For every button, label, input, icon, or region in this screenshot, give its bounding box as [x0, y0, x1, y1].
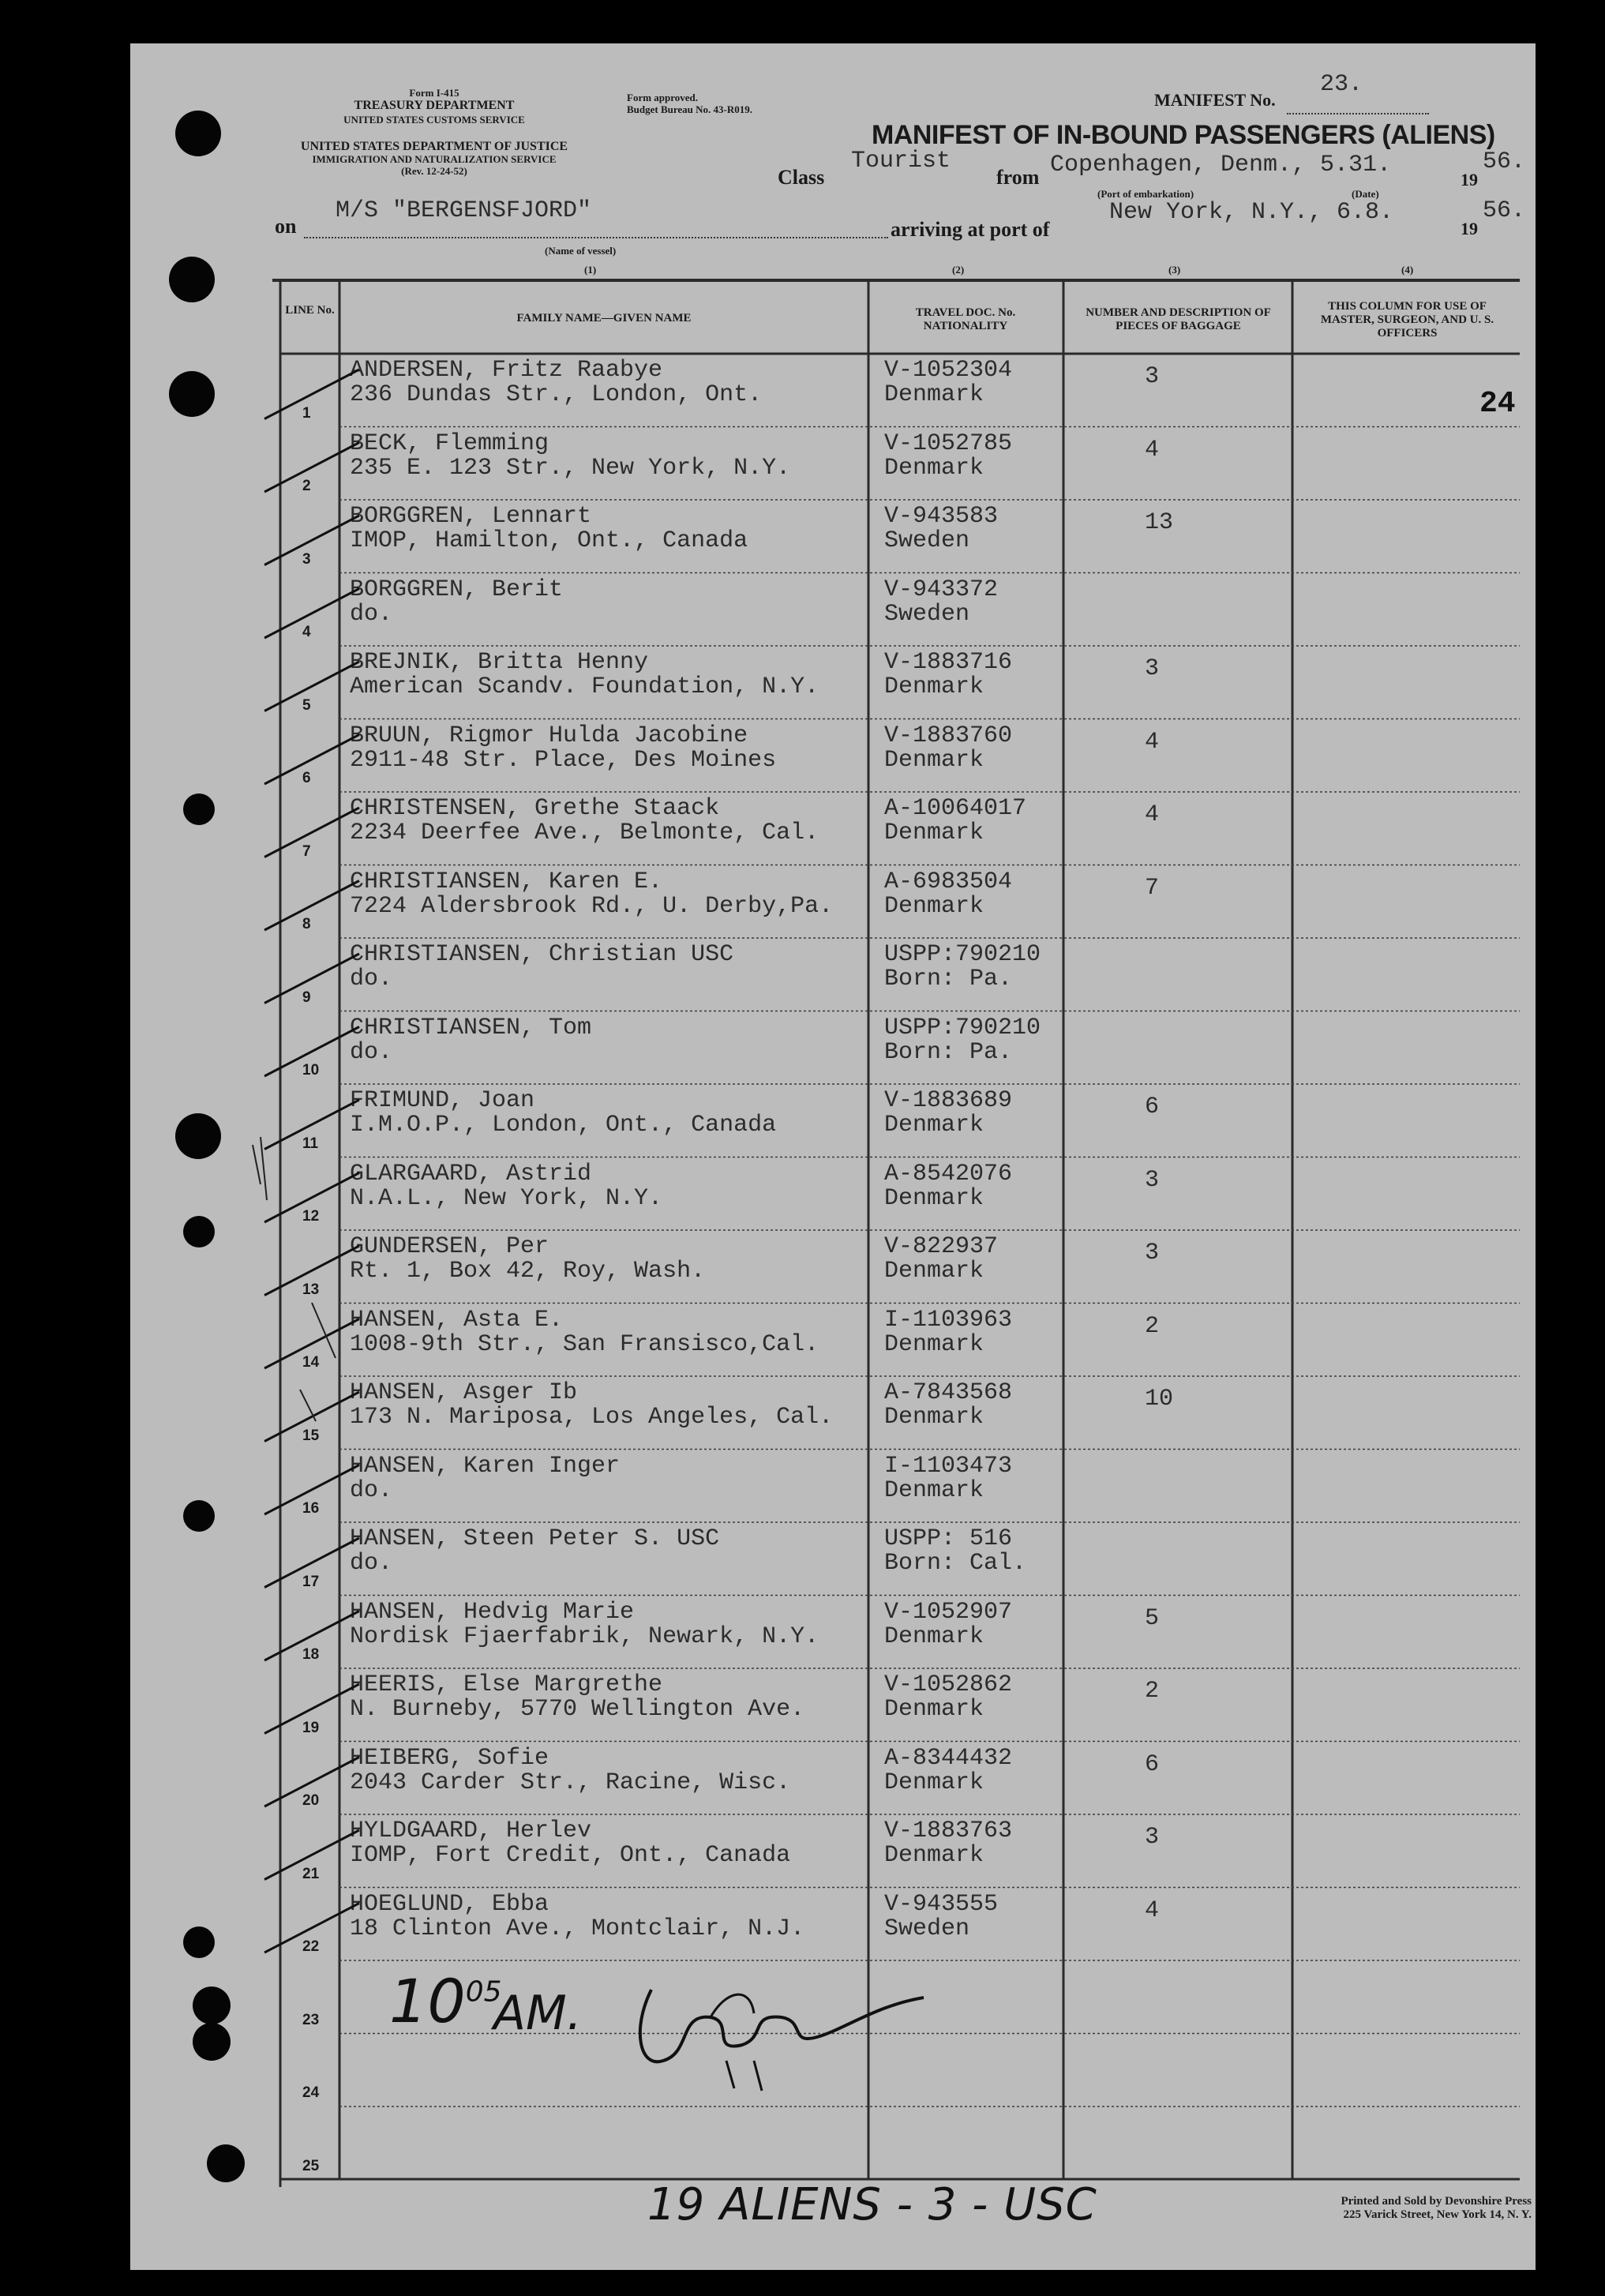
class-label: Class — [778, 166, 825, 189]
travel-doc-number: USPP:790210 — [884, 1014, 1041, 1041]
customs-service: UNITED STATES CUSTOMS SERVICE — [343, 114, 525, 126]
passenger-name: HANSEN, Steen Peter S. USC — [350, 1525, 720, 1552]
baggage-count: 2 — [1145, 1678, 1160, 1705]
passenger-address: N. Burneby, 5770 Wellington Ave. — [350, 1696, 805, 1723]
line-number: 10 — [302, 1062, 320, 1079]
passenger-name: HANSEN, Asger Ib — [350, 1379, 578, 1406]
travel-doc-number: USPP:790210 — [884, 941, 1041, 968]
baggage-count: 13 — [1145, 509, 1174, 536]
check-mark — [264, 589, 359, 639]
line-number: 8 — [302, 916, 311, 932]
line-number: 14 — [302, 1354, 320, 1371]
vessel-caption: (Name of vessel) — [545, 245, 617, 257]
year-2: 56. — [1483, 197, 1526, 224]
passenger-name: HYLDGAARD, Herlev — [350, 1818, 592, 1844]
line-number: 6 — [302, 770, 311, 786]
passenger-address: 236 Dundas Str., London, Ont. — [350, 381, 763, 408]
class-value: Tourist — [851, 148, 951, 174]
passenger-name: HANSEN, Hedvig Marie — [350, 1598, 635, 1626]
passenger-name: HOEGLUND, Ebba — [350, 1890, 549, 1918]
passenger-address: 7224 Aldersbrook Rd., U. Derby,Pa. — [350, 892, 834, 920]
col-number-4: (4) — [1401, 264, 1414, 276]
header-travel-doc: TRAVEL DOC. No. NATIONALITY — [915, 306, 1016, 332]
year-prefix-1: 19 — [1461, 170, 1478, 189]
check-mark — [264, 1684, 359, 1734]
travel-doc-number: V-1052907 — [884, 1598, 1013, 1626]
travel-doc-number: V-1883763 — [884, 1818, 1013, 1844]
check-mark — [264, 1319, 359, 1369]
passenger-address: 2234 Deerfee Ave., Belmonte, Cal. — [350, 820, 819, 846]
nationality: Denmark — [884, 1404, 984, 1431]
travel-doc-number: V-822937 — [884, 1233, 999, 1260]
passenger-address: 235 E. 123 Str., New York, N.Y. — [350, 454, 791, 482]
passenger-name: HANSEN, Asta E. — [350, 1306, 564, 1334]
check-mark — [264, 370, 359, 419]
travel-doc-number: USPP: 516 — [884, 1525, 1013, 1552]
passenger-address: 2911-48 Str. Place, Des Moines — [350, 746, 777, 774]
passenger-name: BRUUN, Rigmor Hulda Jacobine — [350, 722, 748, 749]
passenger-name: CHRISTIANSEN, Christian USC — [350, 941, 734, 968]
check-mark — [264, 662, 359, 711]
nationality: Denmark — [884, 1696, 984, 1723]
margin-mark — [300, 1303, 336, 1421]
vessel-name: M/S "BERGENSFJORD" — [336, 197, 592, 224]
baggage-count: 6 — [1145, 1750, 1160, 1778]
check-mark — [264, 516, 359, 565]
baggage-count: 7 — [1145, 874, 1160, 902]
signature-image — [616, 1942, 947, 2108]
header-baggage: NUMBER AND DESCRIPTION OF PIECES OF BAGGAGE — [1086, 306, 1271, 332]
justice-dept: UNITED STATES DEPARTMENT OF JUSTICE — [300, 140, 568, 153]
baggage-count: 4 — [1145, 728, 1160, 756]
travel-doc-number: V-1052862 — [884, 1671, 1013, 1698]
nationality: Denmark — [884, 454, 984, 482]
check-mark — [264, 1830, 359, 1880]
passenger-address: IMOP, Hamilton, Ont., Canada — [350, 527, 748, 554]
line-number: 20 — [302, 1792, 320, 1809]
ins-service: IMMIGRATION AND NATURALIZATION SERVICE — [312, 153, 557, 165]
col-number-3: (3) — [1168, 264, 1181, 276]
nationality: Born: Cal. — [884, 1550, 1027, 1577]
nationality: Sweden — [884, 527, 970, 554]
baggage-count: 5 — [1145, 1604, 1160, 1632]
passenger-name: GLARGAARD, Astrid — [350, 1160, 592, 1187]
nationality: Denmark — [884, 1623, 984, 1650]
baggage-count: 3 — [1145, 363, 1160, 390]
travel-doc-number: I-1103963 — [884, 1306, 1013, 1334]
col-number-1: (1) — [584, 264, 597, 276]
revision: (Rev. 12-24-52) — [401, 165, 467, 177]
travel-doc-number: V-943555 — [884, 1890, 999, 1918]
line-number: 7 — [302, 842, 311, 860]
line-number: 3 — [302, 550, 311, 568]
from-value: Copenhagen, Denm., 5.31. — [1050, 152, 1392, 178]
passenger-address: N.A.L., New York, N.Y. — [350, 1184, 663, 1212]
passenger-address: I.M.O.P., London, Ont., Canada — [350, 1112, 777, 1139]
passenger-address: 18 Clinton Ave., Montclair, N.J. — [350, 1915, 805, 1942]
nationality: Denmark — [884, 892, 984, 920]
handwritten-am: AM. — [493, 1986, 582, 2041]
manifest-title: MANIFEST OF IN-BOUND PASSENGERS (ALIENS) — [872, 120, 1495, 150]
nationality: Denmark — [884, 673, 984, 700]
line-number: 9 — [302, 989, 311, 1006]
nationality: Born: Pa. — [884, 1038, 1013, 1066]
travel-doc-number: V-943372 — [884, 576, 999, 603]
baggage-count: 4 — [1145, 1896, 1160, 1924]
passenger-name: BECK, Flemming — [350, 430, 549, 457]
line-number: 22 — [302, 1938, 320, 1955]
travel-doc-number: A-10064017 — [884, 795, 1027, 822]
passenger-address: IOMP, Fort Credit, Ont., Canada — [350, 1842, 791, 1869]
line-number: 13 — [302, 1281, 320, 1298]
travel-doc-number: A-7843568 — [884, 1379, 1013, 1406]
form-number: Form I-415 — [409, 87, 459, 99]
line-number: 17 — [302, 1573, 320, 1590]
from-label: from — [996, 166, 1040, 189]
line-number: 15 — [302, 1427, 320, 1444]
line-number: 11 — [302, 1135, 319, 1152]
baggage-count: 6 — [1145, 1094, 1160, 1120]
check-mark — [264, 443, 359, 493]
passenger-address: do. — [350, 1038, 393, 1066]
nationality: Born: Pa. — [884, 966, 1013, 992]
check-mark — [264, 1027, 359, 1077]
nationality: Sweden — [884, 600, 970, 628]
passenger-address: do. — [350, 600, 393, 628]
check-mark — [264, 881, 359, 931]
nationality: Sweden — [884, 1915, 970, 1942]
line-number: 4 — [302, 624, 311, 640]
passenger-address: do. — [350, 1550, 393, 1577]
check-mark — [264, 735, 359, 785]
baggage-count: 2 — [1145, 1312, 1160, 1340]
line-number: 5 — [302, 696, 311, 714]
nationality: Denmark — [884, 1330, 984, 1358]
margin-mark — [253, 1137, 267, 1200]
passenger-name: HANSEN, Karen Inger — [350, 1452, 621, 1480]
baggage-count: 4 — [1145, 801, 1160, 828]
nationality: Denmark — [884, 381, 984, 408]
treasury-dept: TREASURY DEPARTMENT — [354, 99, 515, 112]
passenger-name: CHRISTIANSEN, Karen E. — [350, 868, 663, 895]
check-mark — [264, 1173, 359, 1223]
header-officers: THIS COLUMN FOR USE OF MASTER, SURGEON, AND U. S. OFFICERS — [1320, 300, 1494, 340]
printer-line-2: 225 Varick Street, New York 14, N. Y. — [1343, 2208, 1532, 2221]
check-mark — [264, 808, 359, 857]
travel-doc-number: A-6983504 — [884, 868, 1013, 895]
check-mark — [264, 1100, 359, 1150]
nationality: Denmark — [884, 1258, 984, 1285]
passenger-name: CHRISTIANSEN, Tom — [350, 1014, 592, 1041]
page-mark: 24 — [1479, 387, 1516, 421]
check-mark — [264, 1465, 359, 1515]
passenger-name: GUNDERSEN, Per — [350, 1233, 549, 1260]
travel-doc-number: V-1883760 — [884, 722, 1013, 749]
line-number: 24 — [302, 2084, 320, 2101]
passenger-name: HEIBERG, Sofie — [350, 1744, 549, 1772]
line-number: 23 — [302, 2011, 320, 2028]
travel-doc-number: A-8542076 — [884, 1160, 1013, 1187]
travel-doc-number: A-8344432 — [884, 1744, 1013, 1772]
manifest-no-label: MANIFEST No. — [1154, 90, 1276, 110]
line-number: 2 — [302, 478, 311, 494]
passenger-name: CHRISTENSEN, Grethe Staack — [350, 795, 720, 822]
line-number: 19 — [302, 1719, 320, 1736]
nationality: Denmark — [884, 1769, 984, 1796]
baggage-count: 3 — [1145, 1166, 1160, 1194]
col-number-2: (2) — [952, 264, 965, 276]
check-mark — [264, 1246, 359, 1296]
check-mark — [264, 1758, 359, 1807]
check-mark — [264, 1904, 359, 1953]
nationality: Denmark — [884, 1476, 984, 1504]
arrival-value: New York, N.Y., 6.8. — [1109, 199, 1394, 226]
header-family-name: FAMILY NAME—GIVEN NAME — [516, 312, 692, 325]
passenger-address: Rt. 1, Box 42, Roy, Wash. — [350, 1258, 706, 1285]
baggage-count: 4 — [1145, 436, 1160, 463]
passenger-name: ANDERSEN, Fritz Raabye — [350, 357, 663, 384]
passenger-address: 1008-9th Str., San Fransisco,Cal. — [350, 1330, 819, 1358]
line-number: 25 — [302, 2157, 320, 2174]
header-line-no: LINE No. — [285, 304, 335, 317]
on-label: on — [275, 215, 297, 238]
travel-doc-number: I-1103473 — [884, 1452, 1013, 1480]
line-number: 12 — [302, 1208, 320, 1225]
handwritten-time: $10^{05}$ — [389, 1966, 502, 2036]
line-number: 1 — [302, 404, 311, 422]
passenger-address: do. — [350, 1476, 393, 1504]
travel-doc-number: V-1883689 — [884, 1087, 1013, 1114]
travel-doc-number: V-1052304 — [884, 357, 1013, 384]
passenger-address: Nordisk Fjaerfabrik, Newark, N.Y. — [350, 1623, 819, 1650]
baggage-count: 3 — [1145, 1824, 1160, 1851]
check-mark — [264, 1611, 359, 1661]
check-mark — [264, 1538, 359, 1588]
passenger-address: do. — [350, 966, 393, 992]
line-number: 16 — [302, 1500, 320, 1517]
passenger-address: American Scandv. Foundation, N.Y. — [350, 673, 819, 700]
printer-line-1: Printed and Sold by Devonshire Press — [1341, 2195, 1532, 2208]
nationality: Denmark — [884, 746, 984, 774]
travel-doc-number: V-1883716 — [884, 649, 1013, 676]
nationality: Denmark — [884, 1842, 984, 1869]
year-1: 56. — [1483, 148, 1526, 175]
travel-doc-number: V-1052785 — [884, 430, 1013, 457]
baggage-count: 3 — [1145, 1240, 1160, 1266]
form-approved: Form approved. — [627, 92, 699, 103]
passenger-name: BORGGREN, Lennart — [350, 503, 592, 530]
nationality: Denmark — [884, 1184, 984, 1212]
passenger-address: 2043 Carder Str., Racine, Wisc. — [350, 1769, 791, 1796]
travel-doc-number: V-943583 — [884, 503, 999, 530]
check-mark — [264, 954, 359, 1004]
nationality: Denmark — [884, 1112, 984, 1139]
passenger-name: HEERIS, Else Margrethe — [350, 1671, 663, 1698]
budget-bureau: Budget Bureau No. 43-R019. — [627, 103, 753, 115]
line-number: 18 — [302, 1646, 320, 1663]
port-embark-caption: (Port of embarkation) — [1097, 188, 1194, 200]
year-prefix-2: 19 — [1461, 219, 1478, 238]
date-caption: (Date) — [1352, 188, 1379, 200]
check-mark — [264, 1392, 359, 1442]
passenger-name: BORGGREN, Berit — [350, 576, 564, 603]
bottom-note: 19 ALIENS - 3 - USC — [647, 2179, 1097, 2230]
arriving-label: arriving at port of — [891, 218, 1050, 241]
line-number: 21 — [302, 1865, 320, 1882]
passenger-name: BREJNIK, Britta Henny — [350, 649, 649, 676]
baggage-count: 3 — [1145, 655, 1160, 682]
baggage-count: 10 — [1145, 1386, 1174, 1412]
manifest-no-value: 23. — [1320, 71, 1363, 98]
passenger-name: FRIMUND, Joan — [350, 1087, 535, 1114]
nationality: Denmark — [884, 820, 984, 846]
passenger-address: 173 N. Mariposa, Los Angeles, Cal. — [350, 1404, 834, 1431]
